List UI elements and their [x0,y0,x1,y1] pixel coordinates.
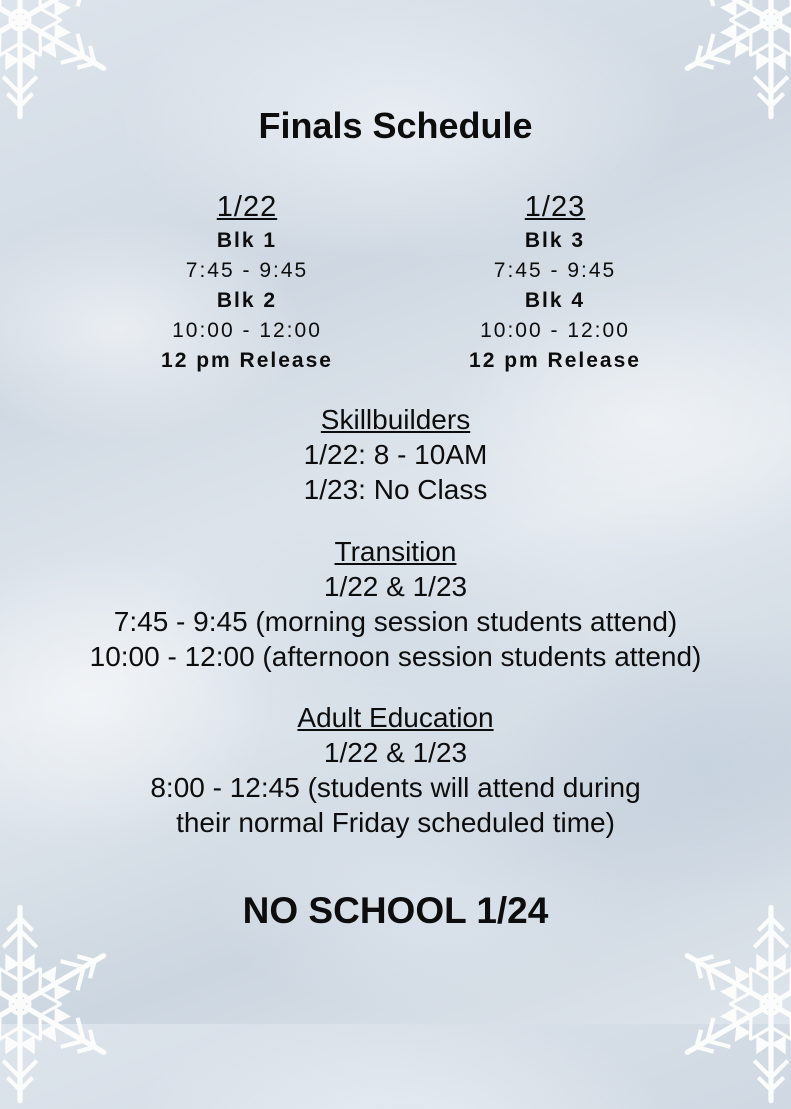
section-heading: Adult Education [297,702,494,733]
page-title: Finals Schedule [258,105,533,146]
release-note: 12 pm Release [469,349,641,372]
section-line: 10:00 - 12:00 (afternoon session students attend) [89,641,702,672]
block-label: Blk 1 [216,229,278,252]
block-time: 10:00 - 12:00 [480,319,630,342]
section-line: 1/22: 8 - 10AM [303,439,488,470]
skillbuilders-section [0,402,791,507]
release-note: 12 pm Release [161,349,333,372]
section-line: 7:45 - 9:45 (morning session students attend) [113,606,678,637]
transition-section [0,534,791,674]
section-line: 1/23: No Class [303,474,488,505]
section-heading: Skillbuilders [320,404,471,435]
section-line: 1/22 & 1/23 [323,737,468,768]
block-time: 7:45 - 9:45 [493,259,617,282]
day-date: 1/22 [216,191,278,223]
block-label: Blk 2 [216,289,278,312]
day-schedule-1-23 [425,188,685,376]
day-schedule-1-22 [117,188,377,376]
section-line: 1/22 & 1/23 [323,571,468,602]
block-label: Blk 3 [524,229,586,252]
block-time: 10:00 - 12:00 [172,319,322,342]
section-line: their normal Friday scheduled time) [176,807,615,838]
no-school-notice: NO SCHOOL 1/24 [242,890,549,931]
day-date: 1/23 [524,191,586,223]
block-time: 7:45 - 9:45 [185,259,309,282]
section-line: 8:00 - 12:45 (students will attend during [150,772,641,803]
adult-education-section [0,700,791,840]
section-heading: Transition [334,536,457,567]
block-label: Blk 4 [524,289,586,312]
